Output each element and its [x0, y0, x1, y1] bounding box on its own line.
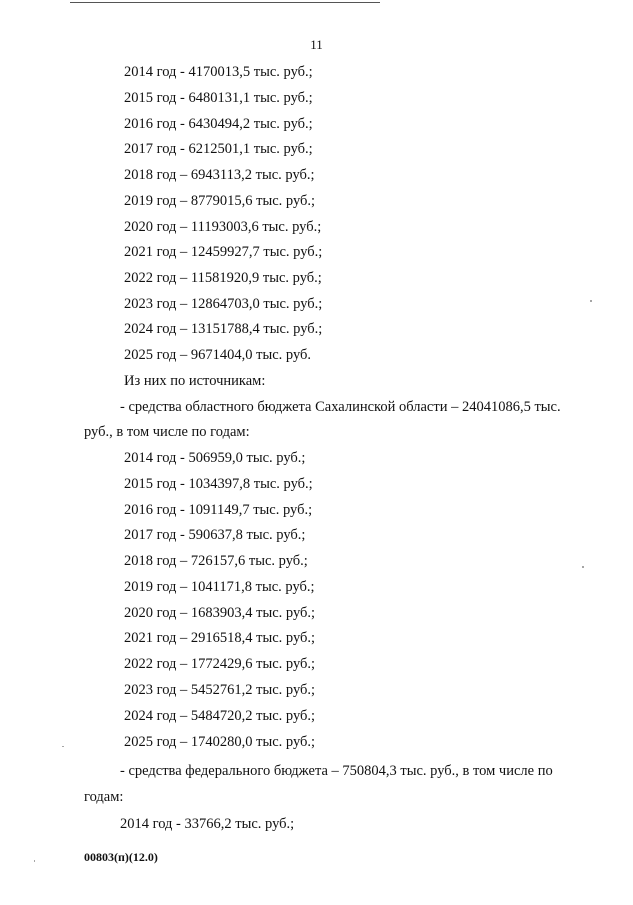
- document-line: 2017 год - 6212501,1 тыс. руб.;: [124, 141, 313, 157]
- document-line: годам:: [84, 789, 124, 805]
- top-rule: [70, 2, 380, 3]
- document-line: 2019 год – 8779015,6 тыс. руб.;: [124, 193, 316, 209]
- document-line: 2016 год - 6430494,2 тыс. руб.;: [124, 116, 313, 132]
- document-line: 2014 год - 506959,0 тыс. руб.;: [124, 450, 306, 466]
- document-line: 2017 год - 590637,8 тыс. руб.;: [124, 527, 306, 543]
- document-line: 2018 год – 6943113,2 тыс. руб.;: [124, 167, 315, 183]
- document-line: 2020 год – 11193003,6 тыс. руб.;: [124, 219, 322, 235]
- document-line: 2015 год - 6480131,1 тыс. руб.;: [124, 90, 313, 106]
- document-line: 2022 год – 11581920,9 тыс. руб.;: [124, 270, 322, 286]
- document-line: 2021 год – 12459927,7 тыс. руб.;: [124, 244, 323, 260]
- scan-speck: [582, 566, 584, 568]
- scan-speck: [34, 860, 35, 862]
- document-line: 2025 год – 1740280,0 тыс. руб.;: [124, 734, 316, 750]
- footer-code: 00803(п)(12.0): [84, 850, 158, 864]
- document-line: 2024 год – 5484720,2 тыс. руб.;: [124, 708, 316, 724]
- document-line: 2018 год – 726157,6 тыс. руб.;: [124, 553, 308, 569]
- document-line: 2022 год – 1772429,6 тыс. руб.;: [124, 656, 316, 672]
- document-line: Из них по источникам:: [124, 373, 266, 389]
- document-line: - средства областного бюджета Сахалинской области – 24041086,5 тыс.: [120, 399, 561, 415]
- document-line: руб., в том числе по годам:: [84, 424, 250, 440]
- document-line: 2014 год - 4170013,5 тыс. руб.;: [124, 64, 313, 80]
- document-line: 2014 год - 33766,2 тыс. руб.;: [120, 816, 295, 832]
- page-number: 11: [310, 37, 323, 52]
- document-line: 2016 год - 1091149,7 тыс. руб.;: [124, 502, 313, 518]
- document-line: - средства федерального бюджета – 750804,3 тыс. руб., в том числе по: [120, 763, 553, 779]
- document-line: 2020 год – 1683903,4 тыс. руб.;: [124, 605, 316, 621]
- document-line: 2024 год – 13151788,4 тыс. руб.;: [124, 321, 323, 337]
- document-line: 2025 год – 9671404,0 тыс. руб.: [124, 347, 312, 363]
- document-line: 2021 год – 2916518,4 тыс. руб.;: [124, 630, 316, 646]
- document-line: 2019 год – 1041171,8 тыс. руб.;: [124, 579, 315, 595]
- document-line: 2015 год - 1034397,8 тыс. руб.;: [124, 476, 313, 492]
- scan-speck: [590, 300, 592, 302]
- scan-speck: [62, 746, 64, 747]
- document-line: 2023 год – 5452761,2 тыс. руб.;: [124, 682, 316, 698]
- document-line: 2023 год – 12864703,0 тыс. руб.;: [124, 296, 323, 312]
